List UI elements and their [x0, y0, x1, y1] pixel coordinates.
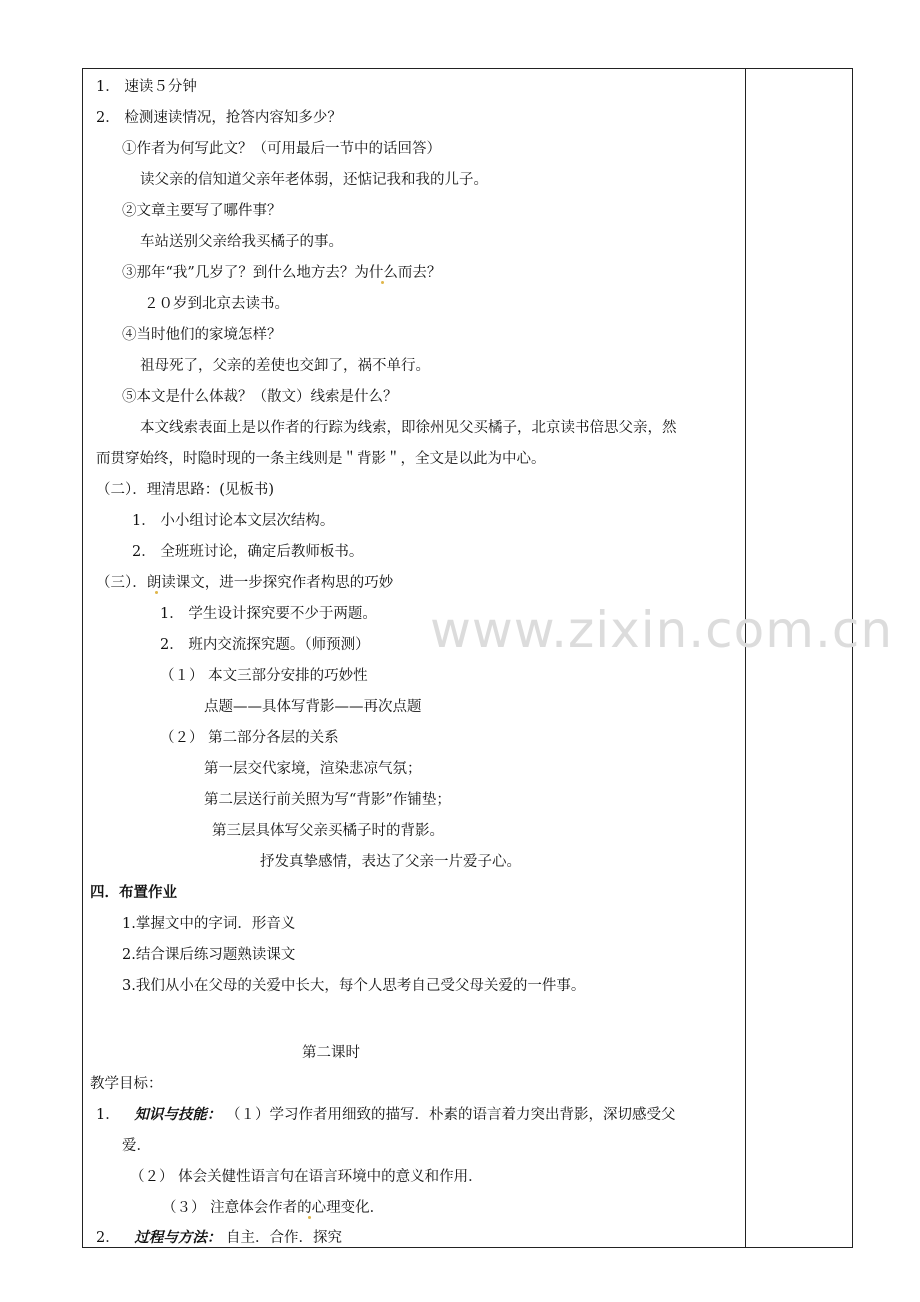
- watermark-text: www.zixin.com.cn: [430, 601, 894, 659]
- homework-item-2: 2.结合课后练习题熟读课文: [122, 947, 296, 963]
- objective-1-text: （１）学习作者用细致的描写．朴素的语言着力突出背影，深切感受父: [225, 1107, 676, 1123]
- sub-question-2: （２） 第二部分各层的关系: [160, 730, 339, 746]
- question-5: ⑤本文是什么体裁？（散文）线索是什么？: [122, 389, 398, 405]
- objective-1-keyword: 知识与技能：: [134, 1106, 222, 1123]
- question-1: ①作者为何写此文？（可用最后一节中的话回答）: [122, 141, 441, 157]
- section-3-item-2: 2． 班内交流探究题。（师预测）: [160, 637, 370, 653]
- homework-item-1: 1.掌握文中的字词．形音义: [122, 916, 296, 932]
- objective-2: [96, 1228, 342, 1248]
- objectives-heading: 教学目标：: [90, 1076, 163, 1092]
- answer-5-line-1: 本文线索表面上是以作者的行踪为线索，即徐州见父买橘子，北京读书倍思父亲，然: [140, 420, 677, 436]
- layer-1: 第一层交代家境，渲染悲凉气氛；: [204, 761, 422, 777]
- objective-2-text: 自主．合作．探究: [225, 1230, 342, 1246]
- section-3-item-1: 1． 学生设计探究要不少于两题。: [160, 606, 377, 622]
- sub-answer-1: 点题——具体写背影——再次点题: [204, 699, 422, 715]
- section-3-heading: （三）．朗读课文，进一步探究作者构思的巧妙: [96, 575, 394, 591]
- layer-3: 第三层具体写父亲买橘子时的背影。: [212, 823, 444, 839]
- objective-2-number: 2．: [96, 1230, 120, 1246]
- answer-3: ２０岁到北京去读书。: [144, 296, 289, 312]
- objective-2-keyword: 过程与方法：: [134, 1229, 222, 1246]
- answer-2: 车站送别父亲给我买橘子的事。: [140, 234, 343, 250]
- section-2-item-1: 1． 小小组讨论本文层次结构。: [132, 513, 335, 529]
- annotation-mark: [381, 281, 384, 284]
- step-2: 2． 检测速读情况，抢答内容知多少？: [96, 110, 342, 126]
- layer-summary: 抒发真挚感情，表达了父亲一片爱子心。: [260, 854, 521, 870]
- question-2: ②文章主要写了哪件事？: [122, 203, 282, 219]
- question-4: ④当时他们的家境怎样？: [122, 327, 282, 343]
- objective-1: [96, 1105, 675, 1125]
- objective-1-sub-2: （２） 体会关健性语言句在语言环境中的意义和作用．: [130, 1169, 483, 1185]
- objective-1-sub-3: （３） 注意体会作者的心理变化．: [162, 1200, 385, 1216]
- homework-heading: 四．布置作业: [90, 884, 177, 901]
- annotation-mark: [308, 1216, 311, 1219]
- section-2-heading: （二）．理清思路：(见板书): [96, 482, 275, 498]
- answer-4: 祖母死了，父亲的差使也交卸了，祸不单行。: [140, 358, 430, 374]
- answer-5-line-2: 而贯穿始终，时隐时现的一条主线则是＂背影＂，全文是以此为中心。: [96, 451, 546, 467]
- answer-1: 读父亲的信知道父亲年老体弱，还惦记我和我的儿子。: [140, 172, 488, 188]
- objective-1-continued: 爱．: [122, 1138, 151, 1154]
- question-3: ③那年“我”几岁了？到什么地方去？为什么而去？: [122, 265, 442, 281]
- objective-1-number: 1．: [96, 1107, 120, 1123]
- layer-2: 第二层送行前关照为写“背影”作铺垫；: [204, 792, 451, 808]
- homework-item-3: 3.我们从小在父母的关爱中长大，每个人思考自己受父母关爱的一件事。: [122, 978, 586, 994]
- sub-question-1: （１） 本文三部分安排的巧妙性: [160, 668, 368, 684]
- second-lesson-title: 第二课时: [302, 1045, 360, 1061]
- step-1: 1． 速读５分钟: [96, 79, 197, 95]
- annotation-mark: [155, 591, 158, 594]
- section-2-item-2: 2． 全班班讨论，确定后教师板书。: [132, 544, 364, 560]
